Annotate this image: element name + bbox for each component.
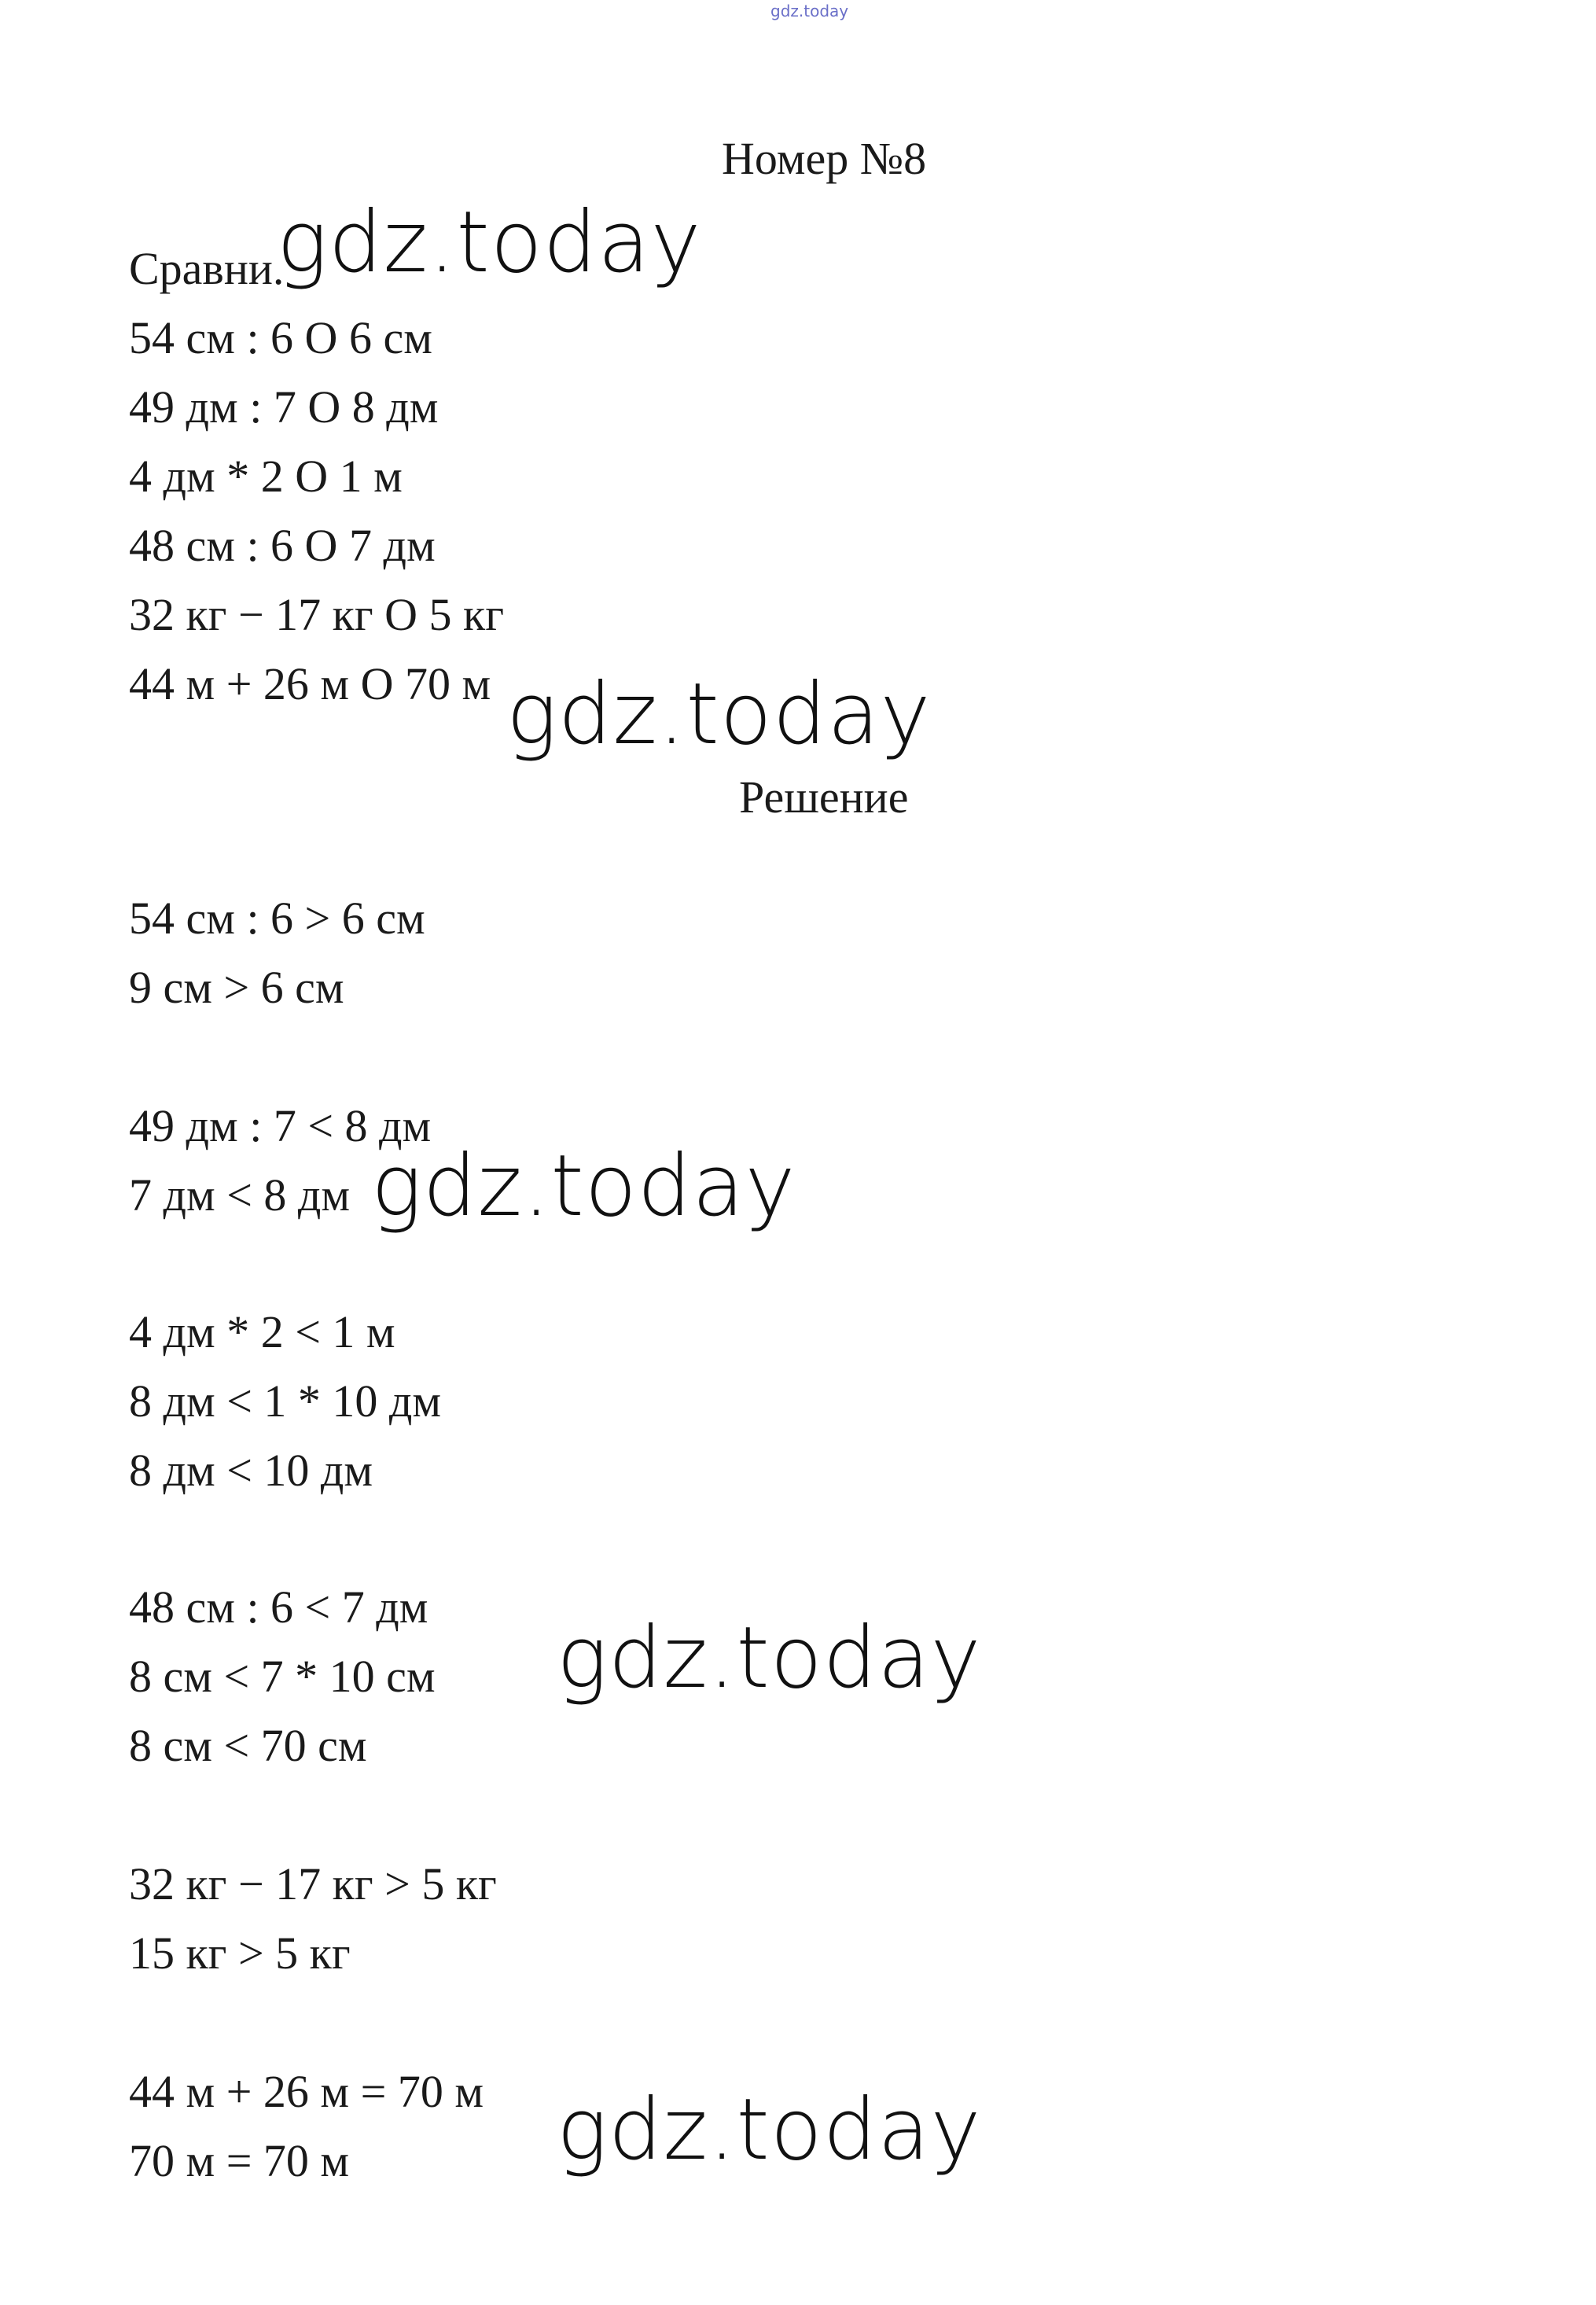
task-line: 49 дм : 7 O 8 дм [129, 381, 439, 433]
solution-heading: Решение [739, 771, 909, 823]
solution-line: 44 м + 26 м = 70 м [129, 2066, 484, 2117]
watermark: gdz.today [277, 193, 702, 292]
header-watermark: gdz.today [770, 2, 849, 20]
solution-line: 8 см < 70 см [129, 1720, 367, 1771]
task-prompt: Сравни. [129, 243, 285, 294]
solution-line: 54 см : 6 > 6 см [129, 893, 425, 944]
solution-line: 15 кг > 5 кг [129, 1928, 351, 1979]
page-title: Номер №8 [722, 133, 927, 184]
watermark: gdz.today [557, 2081, 982, 2179]
solution-line: 70 м = 70 м [129, 2135, 350, 2186]
solution-line: 7 дм < 8 дм [129, 1169, 351, 1221]
solution-line: 8 дм < 1 * 10 дм [129, 1375, 442, 1427]
task-line: 48 см : 6 O 7 дм [129, 520, 436, 571]
solution-line: 8 см < 7 * 10 см [129, 1651, 436, 1702]
watermark: gdz.today [506, 665, 932, 764]
watermark: gdz.today [371, 1137, 796, 1235]
task-line: 54 см : 6 O 6 см [129, 312, 432, 363]
solution-line: 8 дм < 10 дм [129, 1445, 373, 1496]
watermark: gdz.today [557, 1609, 982, 1707]
solution-line: 49 дм : 7 < 8 дм [129, 1100, 432, 1151]
task-line: 44 м + 26 м O 70 м [129, 658, 491, 709]
task-line: 32 кг − 17 кг O 5 кг [129, 589, 504, 640]
solution-line: 32 кг − 17 кг > 5 кг [129, 1858, 497, 1909]
solution-line: 48 см : 6 < 7 дм [129, 1581, 428, 1633]
task-line: 4 дм * 2 O 1 м [129, 451, 403, 502]
solution-line: 9 см > 6 см [129, 962, 344, 1013]
solution-line: 4 дм * 2 < 1 м [129, 1306, 395, 1357]
